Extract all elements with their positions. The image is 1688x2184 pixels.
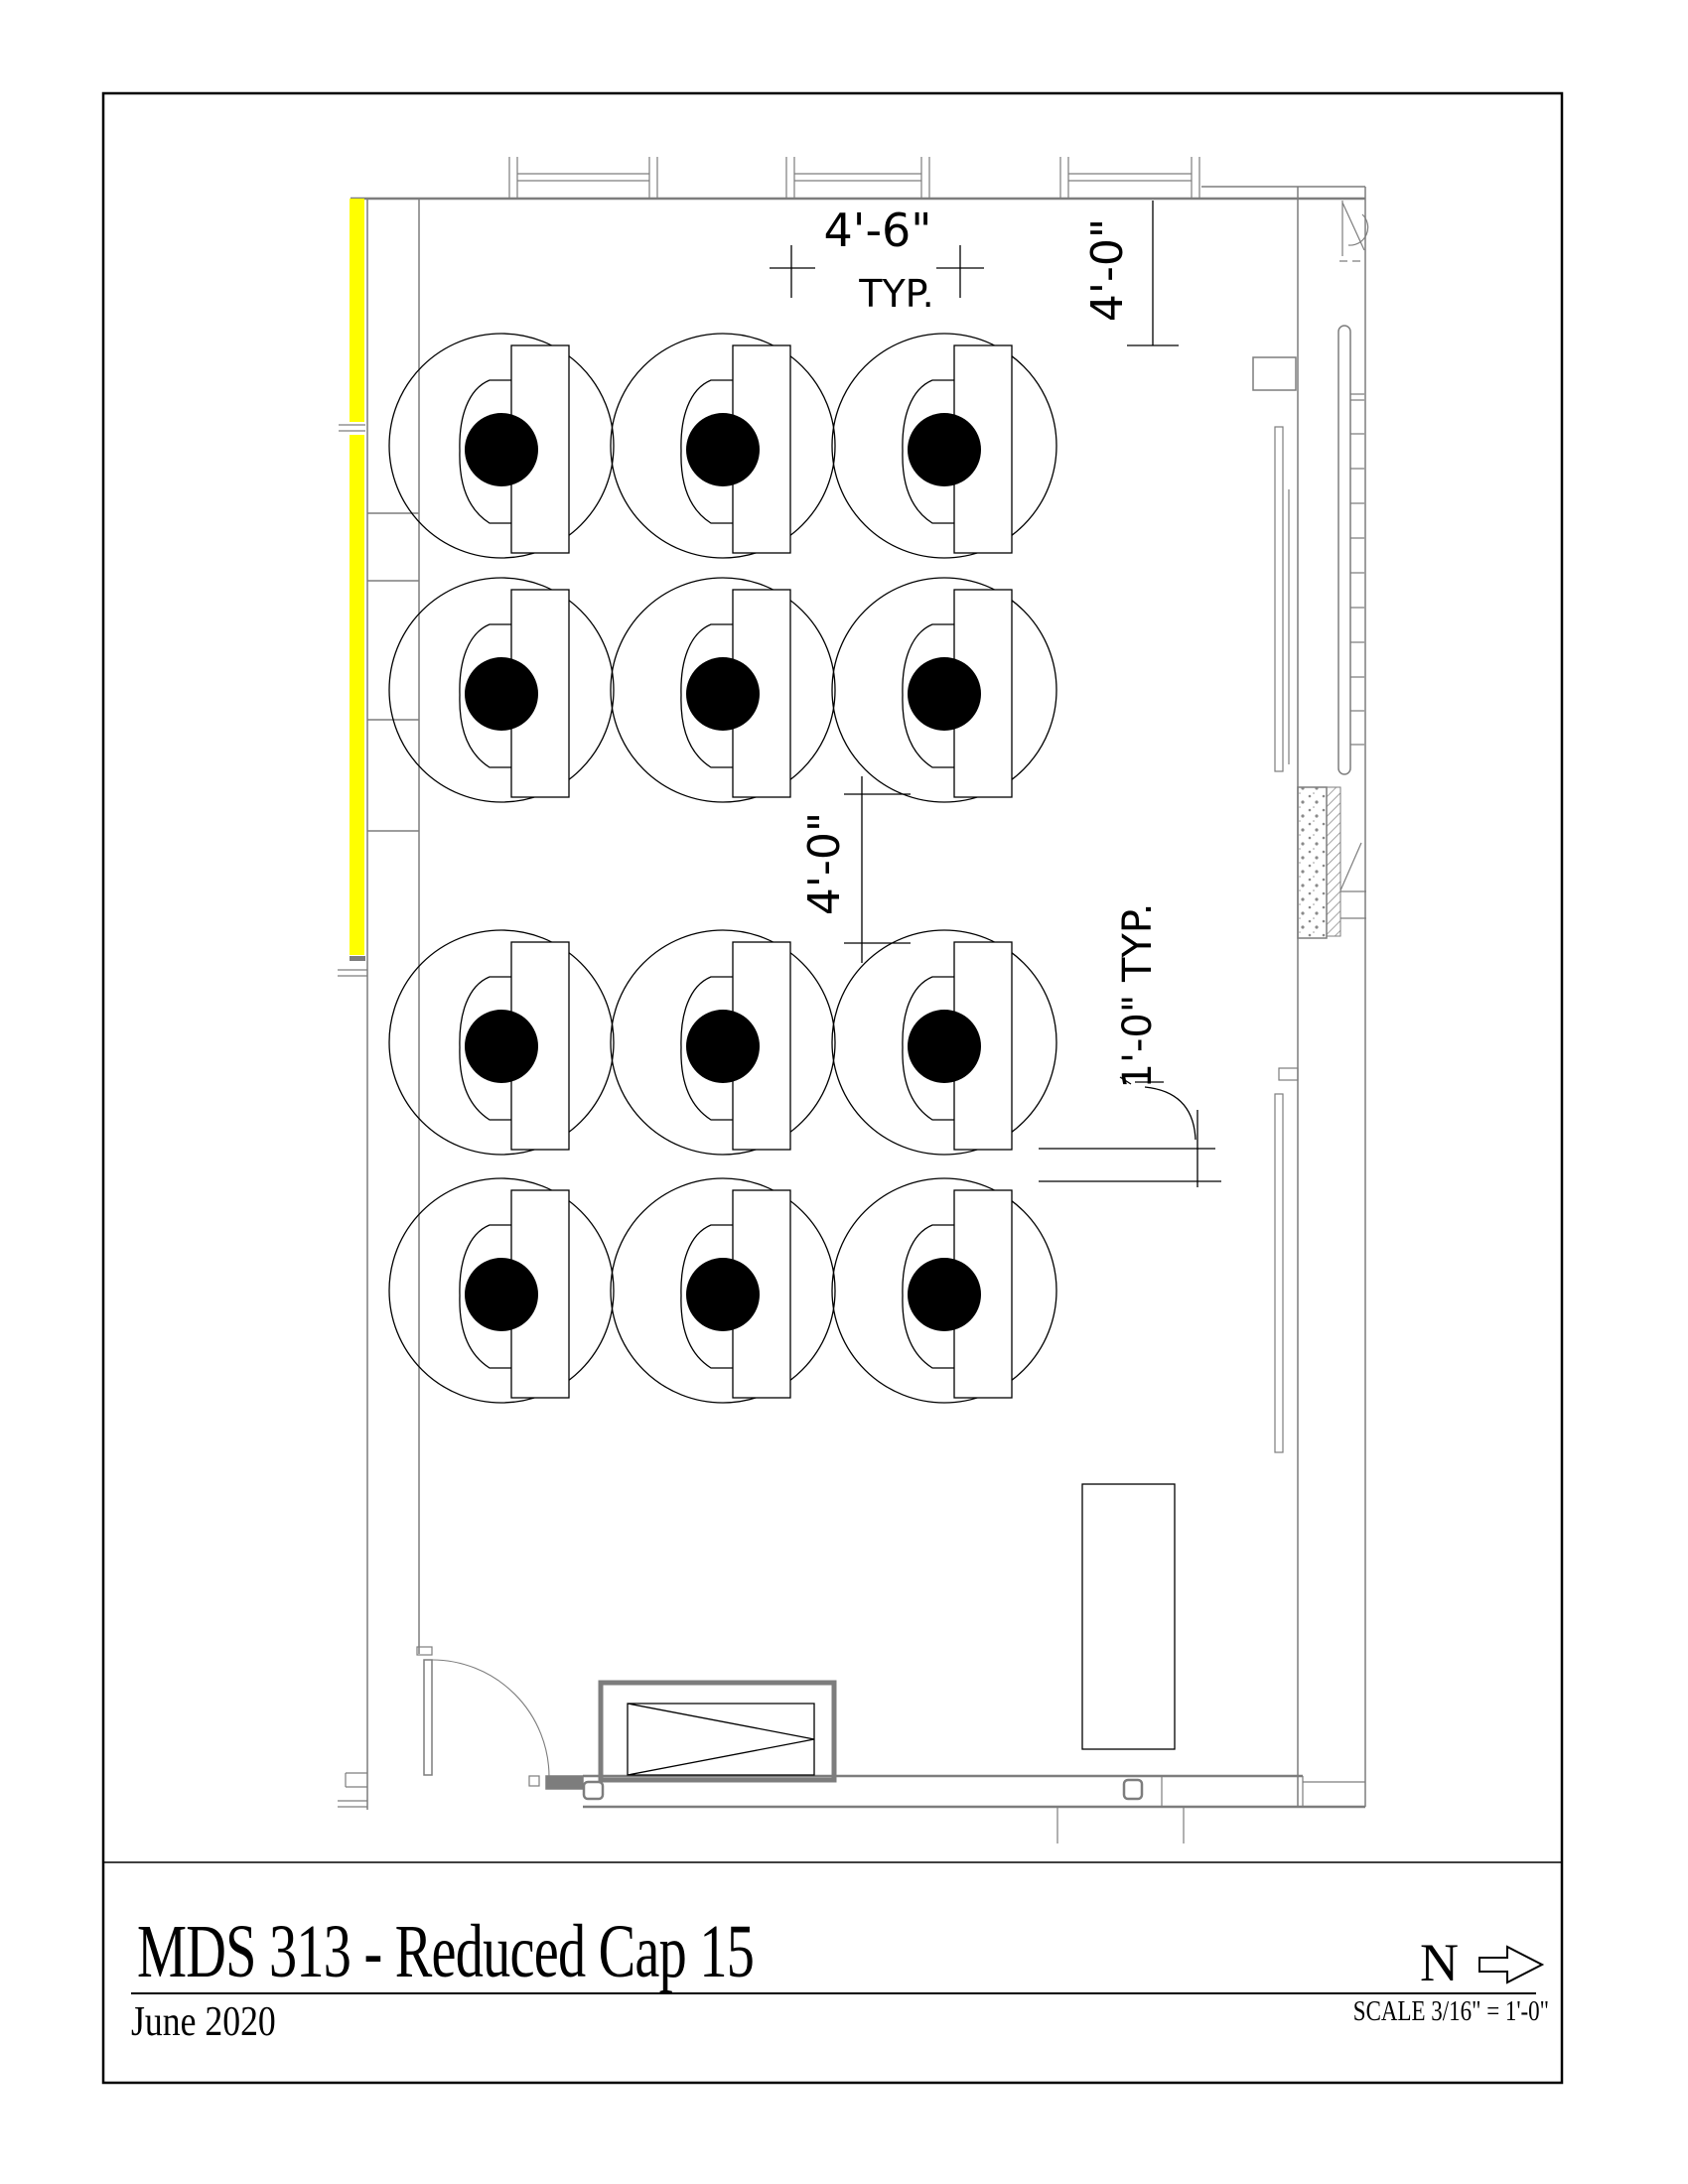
hatched-furring [1327,787,1340,936]
dim-desk-spacing: 4'-6" [823,204,932,257]
desk-stations [389,334,1056,1403]
dim-desk-spacing-typ: TYP. [859,272,934,316]
desk-station [389,930,614,1155]
entry-door [417,1647,583,1789]
seat [686,657,760,731]
seat [465,657,538,731]
vestibule-brace [628,1704,814,1775]
seat [686,1258,760,1331]
window-units [509,157,1199,199]
highlighted-wall-segments [350,199,365,961]
wall-linework [338,157,1368,1843]
north-arrow-icon [1479,1947,1542,1982]
wall-column-symbol [1124,1780,1142,1799]
desk-station [611,578,835,802]
side-table [1082,1484,1175,1749]
vestibule-box [601,1683,834,1780]
sheet-frame [103,93,1562,2083]
stair-door [1339,201,1368,261]
seat [465,1258,538,1331]
desk-station [832,578,1056,802]
seat [686,413,760,486]
sheet-title: MDS 313 - Reduced Cap 15 [137,1910,755,1993]
desk-station [832,334,1056,558]
desk-station [611,1178,835,1403]
desk-station [832,1178,1056,1403]
seat [465,1010,538,1083]
scale-label: SCALE 3/16" = 1'-0" [1352,1996,1549,2027]
dim-row-gap: 4'-0" [799,811,850,916]
seat [465,413,538,486]
desk-station [611,334,835,558]
seat [908,657,981,731]
seat [908,413,981,486]
desk-station [611,930,835,1155]
desk-station [389,334,614,558]
desk-station [832,930,1056,1155]
north-label: N [1420,1933,1459,1992]
dim-front-offset: 4'-0" [1082,217,1133,323]
stair-flight [1338,326,1364,774]
furniture [628,1484,1175,1775]
desk-station [389,1178,614,1403]
sheet-date: June 2020 [131,1999,276,2045]
concrete-column [1298,787,1327,938]
wall-column-symbol [584,1782,603,1799]
seat [686,1010,760,1083]
seat [908,1010,981,1083]
dim-aisle-clearance: 1'-0" TYP. [1115,902,1161,1089]
seat [908,1258,981,1331]
desk-station [389,578,614,802]
